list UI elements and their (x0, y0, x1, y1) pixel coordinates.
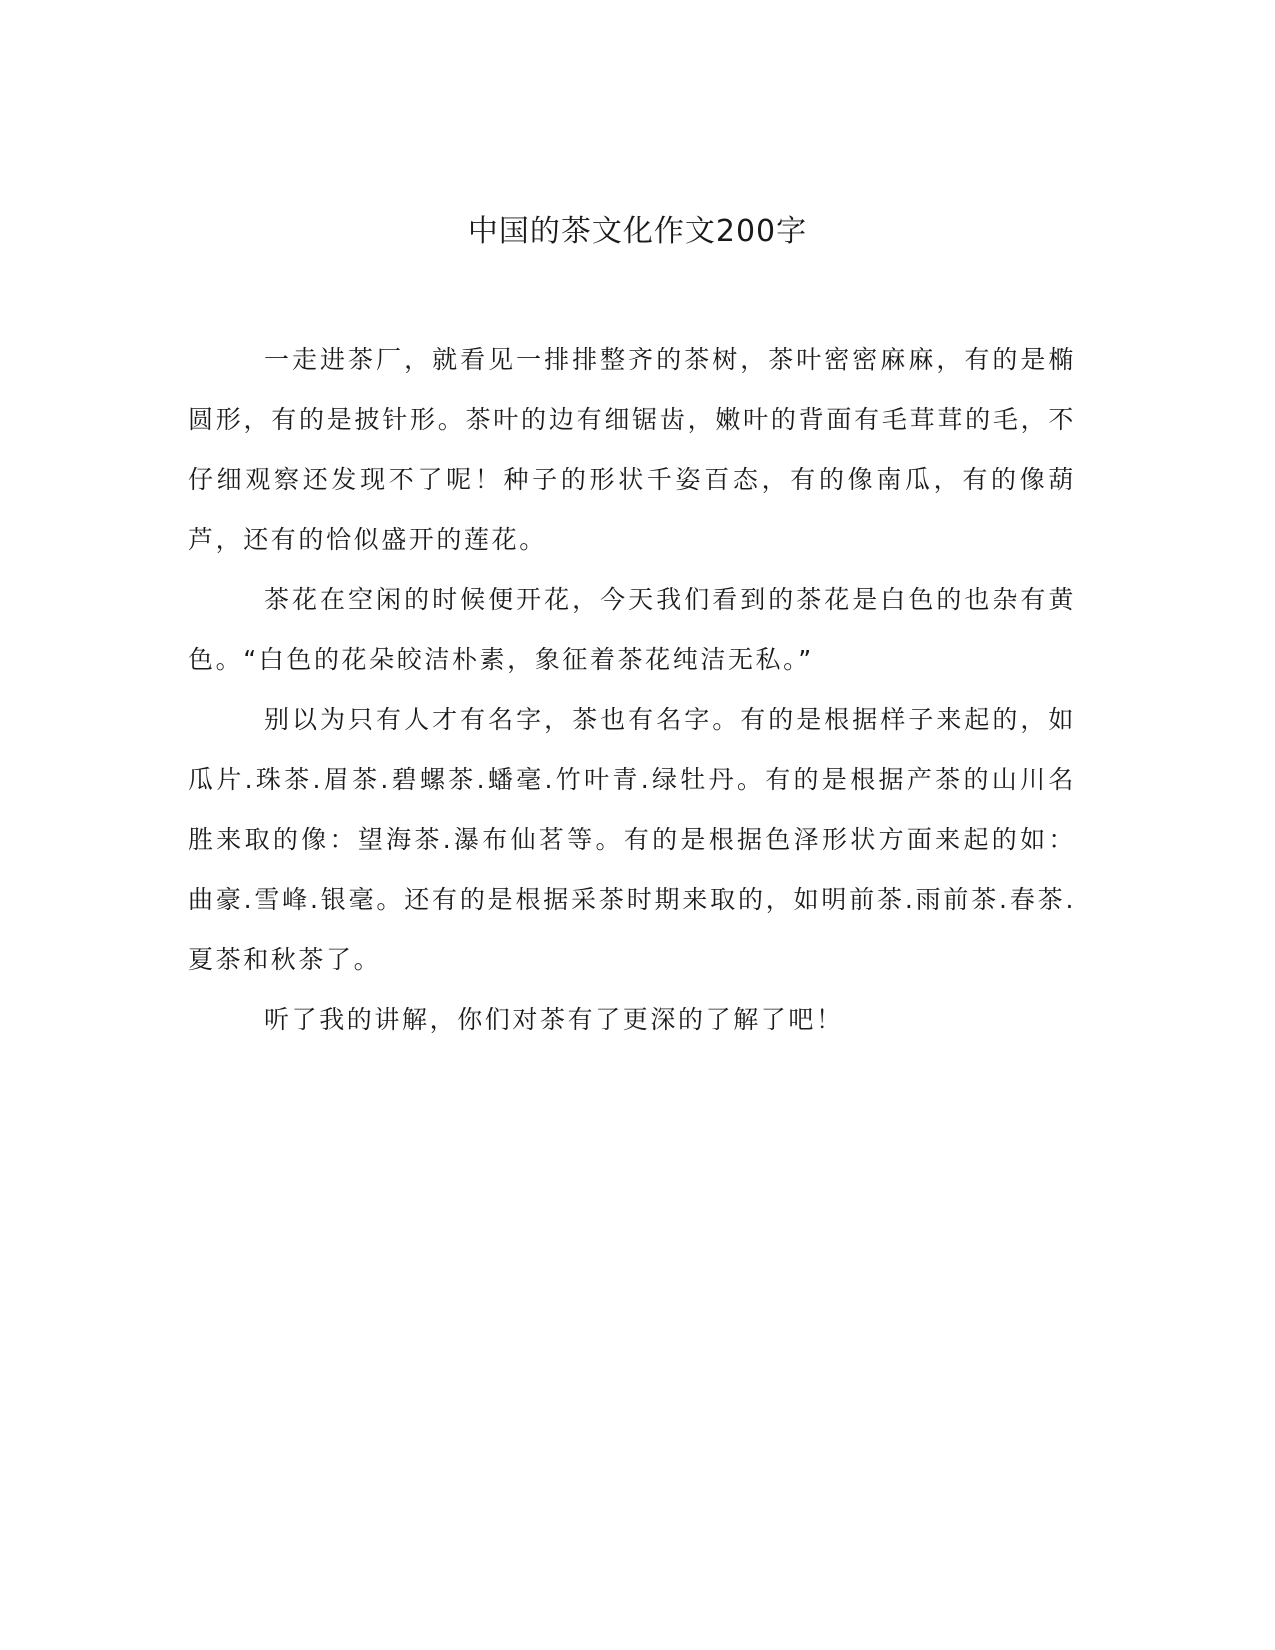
paragraph-tea-factory: 一走进茶厂，就看见一排排整齐的茶树，茶叶密密麻麻，有的是椭圆形，有的是披针形。茶叶的边有细锯齿，嫩叶的背面有毛茸茸的毛，不仔细观察还发现不了呢！种子的形状千姿百态，有的像南瓜，有的像葫芦，还有的恰似盛开的莲花。 (188, 345, 1076, 554)
paragraph-tea-names: 别以为只有人才有名字，茶也有名字。有的是根据样子来起的，如瓜片.珠茶.眉茶.碧螺茶.蟠毫.竹叶青.绿牡丹。有的是根据产茶的山川名胜来取的像：望海茶.瀑布仙茗等。有的是根据色泽形状方面来起的如：曲豪.雪峰.银毫。还有的是根据采茶时期来取的，如明前茶.雨前茶.春茶.夏茶和秋茶了。 (188, 705, 1076, 974)
paragraph-tea-flowers: 茶花在空闲的时候便开花，今天我们看到的茶花是白色的也杂有黄色。“白色的花朵皎洁朴素，象征着茶花纯洁无私。” (188, 585, 1076, 674)
document-title: 中国的茶文化作文200字 (467, 214, 808, 249)
paragraph-conclusion: 听了我的讲解，你们对茶有了更深的了解了吧！ (264, 1005, 844, 1034)
document-body (188, 330, 1076, 1050)
